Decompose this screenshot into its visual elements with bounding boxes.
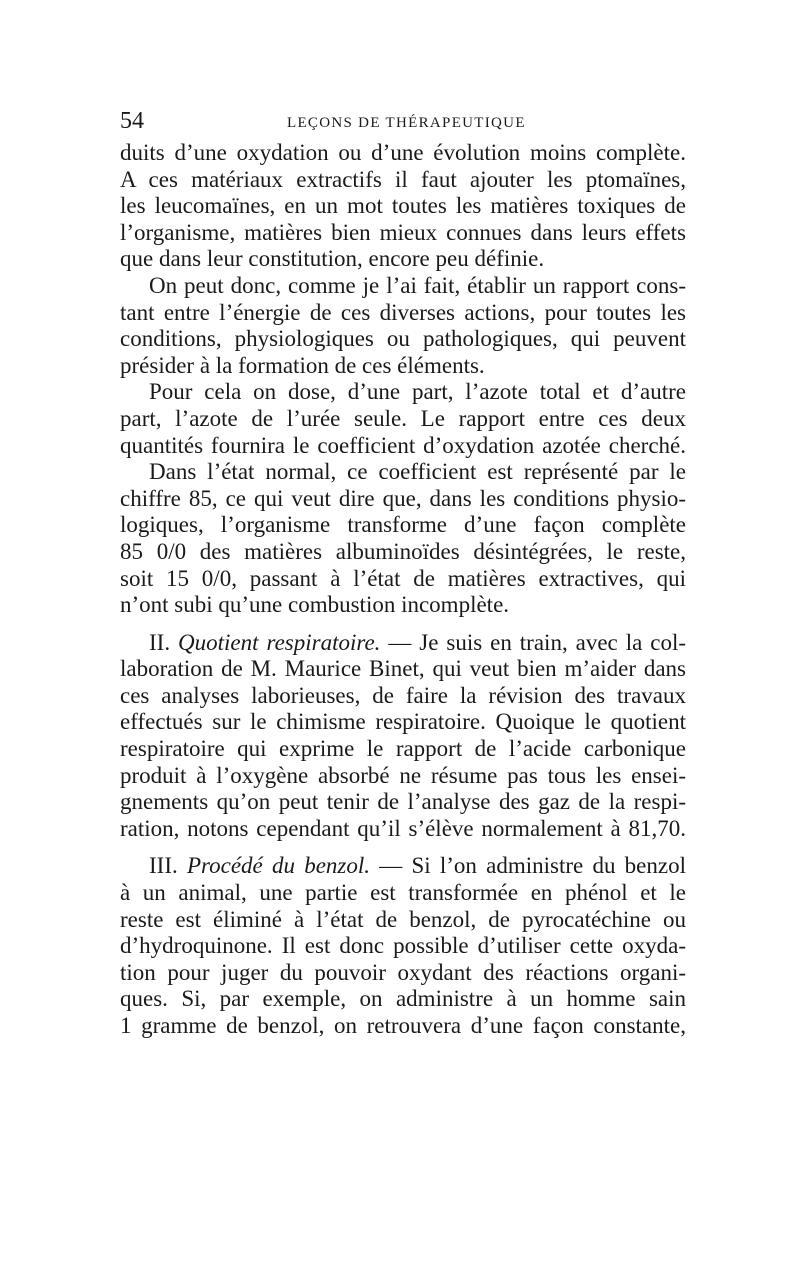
text-line: A ces matériaux extractifs il faut ajouter les ptomaïnes,: [120, 166, 686, 192]
text-line: logiques, l’organisme transforme d’une façon complète: [120, 512, 686, 538]
section-heading-line: [120, 630, 686, 657]
paragraph: [120, 379, 686, 459]
text-line: n’ont subi qu’une combustion incomplète.: [120, 592, 510, 618]
section-quotient-respiratoire: [120, 630, 686, 843]
paragraph: [120, 273, 686, 379]
section-procede-du-benzol: [120, 853, 686, 1039]
section-title: Quotient respiratoire.: [178, 629, 381, 655]
text-line: ques. Si, par exemple, on administre à un homme sain: [120, 986, 686, 1012]
text-line: 1 gramme de benzol, on retrouvera d’une façon constante,: [120, 1013, 686, 1038]
text-line: conditions, physiologiques ou pathologiques, qui peuvent: [120, 326, 686, 352]
text-line: duits d’une oxydation ou d’une évolution moins complète.: [120, 140, 686, 165]
paragraph: [120, 140, 686, 273]
paragraph: [120, 459, 686, 619]
text-line: tant entre l’énergie de ces diverses actions, pour toutes les: [120, 299, 686, 325]
text-line: On peut donc, comme je l’ai fait, établir un rapport cons-: [149, 272, 686, 298]
text-line: à un animal, une partie est transformée en phénol et le: [120, 880, 686, 906]
text-line: laboration de M. Maurice Binet, qui veut bien m’aider dans: [120, 656, 686, 682]
text-line: produit à l’oxygène absorbé ne résume pas tous les ensei-: [120, 762, 686, 788]
text-line: ces analyses laborieuses, de faire la révision des travaux: [120, 682, 686, 708]
text-line: 85 0/0 des matières albuminoïdes désintégrées, le reste,: [120, 538, 686, 564]
text-line: reste est éliminé à l’état de benzol, de pyrocatéchine ou: [120, 906, 686, 932]
text-line: l’organisme, matières bien mieux connues dans leurs effets: [120, 219, 686, 245]
text-line: chiffre 85, ce qui veut dire que, dans les conditions physio-: [120, 485, 686, 511]
book-page: [120, 100, 686, 1040]
text-line: Dans l’état normal, ce coefficient est représenté par le: [149, 459, 686, 485]
section-heading-line: [120, 853, 686, 880]
section-numeral: II.: [149, 629, 171, 655]
text-line: effectués sur le chimisme respiratoire. Quoique le quotient: [120, 709, 686, 735]
section-numeral: III.: [149, 853, 178, 879]
text-line: Pour cela on dose, d’une part, l’azote total et d’autre: [149, 379, 686, 405]
page-header: [120, 100, 686, 140]
text-line: part, l’azote de l’urée seule. Le rapport entre ces deux: [120, 405, 686, 431]
text-line: gnements qu’on peut tenir de l’analyse des gaz de la respi-: [120, 789, 686, 815]
body-text: [120, 140, 686, 1040]
text-line: présider à la formation de ces éléments.: [120, 352, 485, 378]
section-title: Procédé du benzol.: [186, 853, 370, 879]
text-line: que dans leur constitution, encore peu définie.: [120, 246, 545, 272]
text-line: les leucomaïnes, en un mot toutes les matières toxiques de: [120, 193, 686, 219]
section-first-line-text: — Si l’on administre du benzol: [370, 853, 686, 879]
text-line: tion pour juger du pouvoir oxydant des réactions organi-: [120, 959, 686, 985]
text-line: quantités fournira le coefficient d’oxydation azotée cherché.: [120, 432, 686, 458]
text-line: d’hydroquinone. Il est donc possible d’utiliser cette oxyda-: [120, 933, 686, 959]
page-number: 54: [120, 108, 144, 134]
running-title: LEÇONS DE THÉRAPEUTIQUE: [287, 115, 526, 131]
text-line: respiratoire qui exprime le rapport de l’acide carbonique: [120, 736, 686, 762]
section-first-line-text: — Je suis en train, avec la col-: [380, 629, 687, 655]
text-line: ration, notons cependant qu’il s’élève normalement à 81,70.: [120, 815, 686, 841]
text-line: soit 15 0/0, passant à l’état de matières extractives, qui: [120, 565, 686, 591]
